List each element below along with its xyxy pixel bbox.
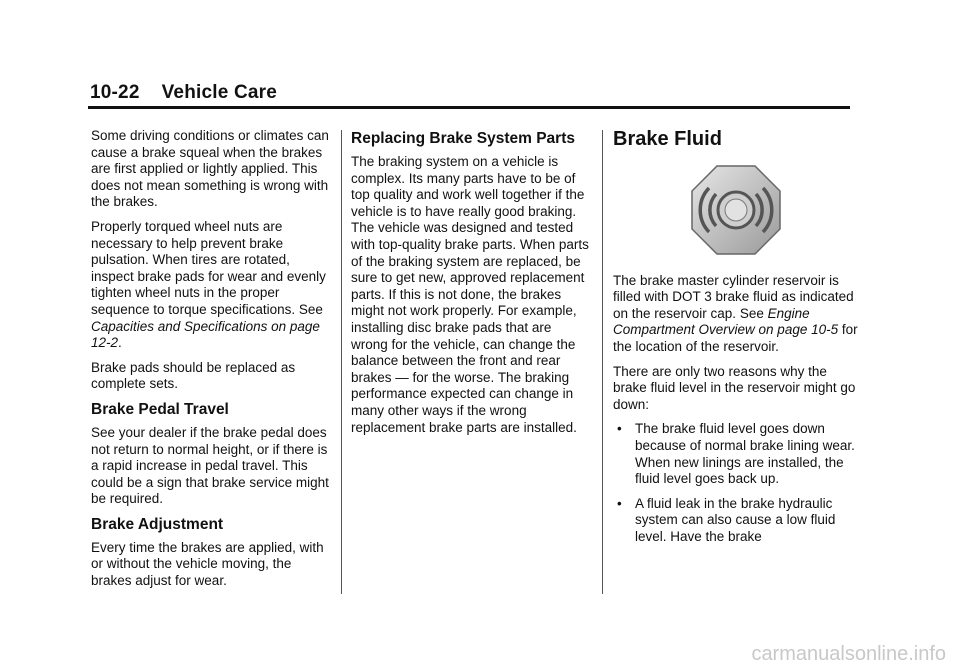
heading-replacing-parts: Replacing Brake System Parts — [351, 130, 575, 147]
brake-fluid-icon-wrap — [613, 164, 858, 261]
column-2 — [351, 128, 591, 444]
column-1 — [91, 128, 331, 598]
page-header — [90, 82, 277, 104]
paragraph-brake-adjustment: Every time the brakes are applied, with or without the vehicle moving, the brakes adjust for wear. — [91, 539, 324, 589]
bullet-text: The brake fluid level goes down because of normal brake lining wear. When new linings are installed, the fluid level goes back up. — [635, 421, 855, 487]
paragraph-two-reasons: There are only two reasons why the brake fluid level in the reservoir might go down: — [613, 363, 856, 412]
wheel-nuts-end: . — [118, 335, 122, 351]
paragraph-replacing-parts: The braking system on a vehicle is complex. Its many parts have to be of top quality and work well together if the vehicle is to have really good braking. The vehicle was designed and tested with top-quality brake parts. When parts of the braking system are replaced, be sure to get new, approved replacement parts. If this is not done, the brakes might not work properly. For example, installing disc brake pads that are wrong for the vehicle, can change the balance between the front and rear brakes — for the worse. The braking performance expected can change in many other ways if the wrong replacement brake parts are installed. — [351, 154, 589, 435]
column-divider-1 — [341, 130, 342, 594]
column-divider-2 — [602, 130, 603, 594]
bullet-item-lining-wear — [613, 421, 858, 487]
ref-engine-compartment-link[interactable]: Engine Compartment Overview on page 10-5 — [613, 305, 839, 338]
paragraph-pads: Brake pads should be replaced as complete sets. — [91, 359, 296, 392]
heading-brake-adjustment: Brake Adjustment — [91, 515, 224, 533]
header-rule — [88, 106, 850, 109]
brake-fluid-symbol-icon — [690, 164, 782, 256]
reservoir-end: for the location of the reservoir. — [613, 322, 858, 354]
ref-capacities-link[interactable]: Capacities and Specifications on page 12-2 — [91, 318, 320, 351]
paragraph-wheel-nuts — [91, 219, 331, 352]
paragraph-pedal-travel: See your dealer if the brake pedal does not return to normal height, or if there is a rapid increase in pedal travel. This could be a sign that brake service might be required. — [91, 424, 329, 507]
heading-pedal-travel: Brake Pedal Travel — [91, 400, 229, 418]
bullet-icon: • — [617, 421, 622, 437]
section-title: Vehicle Care — [161, 82, 278, 103]
paragraph-reservoir — [613, 273, 858, 356]
paragraph-squeal: Some driving conditions or climates can cause a brake squeal when the brakes are first applied or lightly applied. This does not mean something is wrong with the brakes. — [91, 128, 329, 210]
heading-brake-fluid: Brake Fluid — [613, 128, 722, 150]
column-3 — [613, 128, 858, 554]
bullet-icon: • — [617, 495, 622, 511]
page-number: 10-22 — [90, 82, 140, 103]
bullet-text: A fluid leak in the brake hydraulic system can also cause a low fluid level. Have the brake — [635, 495, 836, 544]
reservoir-text: The brake master cylinder reservoir is filled with DOT 3 brake fluid as indicated on the reservoir cap. See — [613, 272, 854, 321]
bullet-item-fluid-leak — [613, 496, 858, 546]
watermark: carmanualsonline.info — [751, 643, 946, 665]
wheel-nuts-text: Properly torqued wheel nuts are necessary to help prevent brake pulsation. When tires are rotated, inspect brake pads for wear and evenly tighten wheel nuts in the proper sequence to torque specifications. See — [91, 218, 326, 317]
